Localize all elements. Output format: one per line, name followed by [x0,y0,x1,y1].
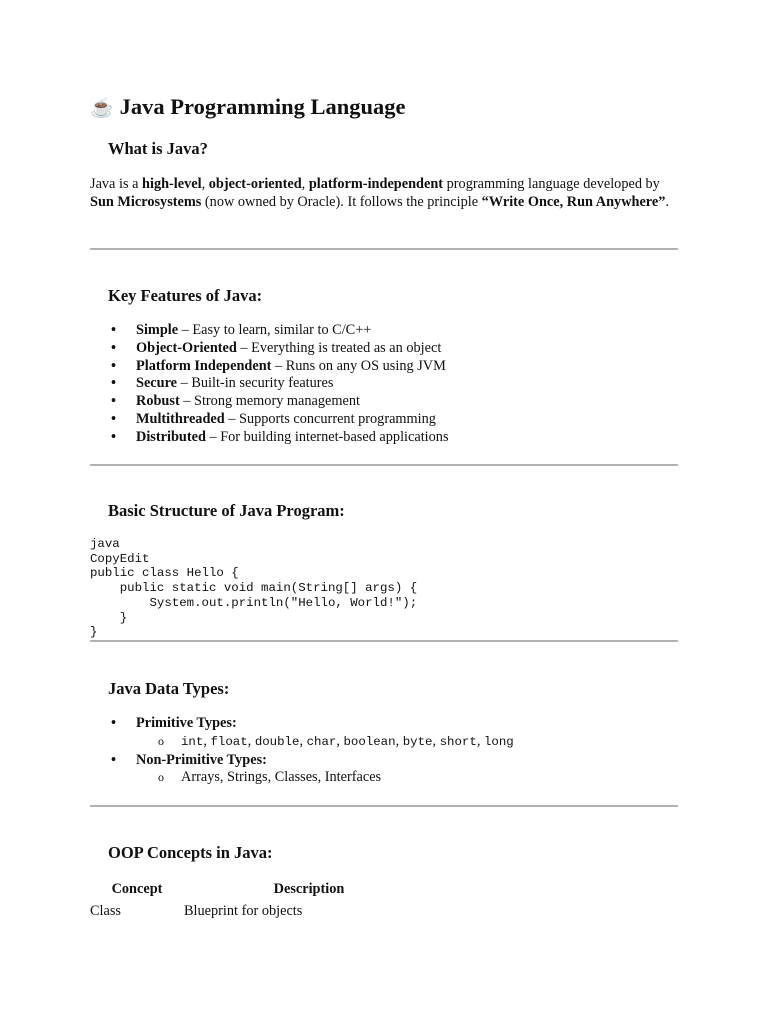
intro-text: . [665,194,669,211]
feature-term: Platform Independent [136,357,272,374]
intro-emphasis: object-oriented [208,176,302,192]
primitive-type: int [181,734,204,749]
intro-text: Java is a [90,176,143,192]
oop-table [90,880,434,920]
list-item-primitive [90,715,514,752]
non-primitive-sublist [136,769,514,787]
feature-description: – Built-in security features [177,375,334,392]
intro-text: , [301,176,309,192]
cell-description: Blueprint for objects [184,903,303,919]
intro-text: programming language developed by [443,176,660,192]
feature-item [90,340,449,358]
feature-description: – For building internet-based applications [205,428,449,445]
feature-description: – Everything is treated as an object [236,339,442,356]
feature-term: Object-Oriented [136,339,237,356]
feature-item [90,411,449,429]
primitive-type: double [254,734,300,749]
cell-concept: Class [90,903,121,919]
non-primitive-types-values: o Arrays, Strings, Classes, Interfaces [136,769,514,787]
heading-what-is-java: What is Java? [108,139,208,158]
page-title [90,93,406,123]
section-divider [90,248,678,250]
page-title-text: Java Programming Language [119,94,406,119]
primitive-type: short [439,734,477,749]
feature-term: Multithreaded [136,410,225,427]
primitive-type: byte [402,734,433,749]
intro-text: , [201,176,209,192]
heading-data-types: Java Data Types: [108,679,230,698]
list-item-non-primitive [90,752,514,788]
feature-item [90,375,449,393]
feature-term: Distributed [136,428,206,445]
primitive-type: char [306,734,337,749]
table-row [90,902,434,920]
primitive-types-label: Primitive Types: [136,715,237,731]
feature-description: – Runs on any OS using JVM [271,357,446,374]
primitive-type: float [210,734,248,749]
intro-text: (now owned by Oracle). It follows the principle [201,194,482,211]
feature-item [90,393,449,411]
features-list [90,322,449,447]
data-types-list [90,715,514,787]
table-header-row [90,880,434,902]
feature-term: Robust [136,393,180,410]
section-divider [90,805,678,807]
intro-emphasis: “Write Once, Run Anywhere” [481,194,666,211]
section-divider [90,464,678,466]
feature-item [90,358,449,376]
column-header-description: Description [273,881,345,897]
heading-basic-structure: Basic Structure of Java Program: [108,501,345,520]
feature-term: Simple [136,322,179,338]
feature-description: – Strong memory management [179,393,360,410]
code-block: java CopyEdit public class Hello { public static void main(String[] args) { System.out.println("Hello, World!"); } } [90,537,418,640]
heading-key-features: Key Features of Java: [108,286,263,305]
heading-oop-concepts: OOP Concepts in Java: [108,843,273,862]
non-primitive-types-label: Non-Primitive Types: [136,751,267,768]
intro-emphasis: platform-independent [308,176,444,192]
feature-item [90,322,449,340]
primitive-type: boolean [343,734,396,749]
intro-emphasis: high-level [142,176,202,192]
table-body [90,902,434,920]
feature-item [90,429,449,447]
column-header-concept: Concept [111,881,163,897]
primitive-sublist [136,733,514,752]
coffee-cup-icon: ☕ [90,98,114,119]
primitive-types-values: o int, float, double, char, boolean, byte, short, long [136,733,514,752]
intro-paragraph [90,175,680,212]
section-divider [90,640,678,642]
feature-description: – Easy to learn, similar to C/C++ [178,322,372,338]
feature-term: Secure [136,375,178,392]
feature-description: – Supports concurrent programming [224,410,436,427]
primitive-type: long [483,734,514,749]
intro-emphasis: Sun Microsystems [90,194,202,211]
